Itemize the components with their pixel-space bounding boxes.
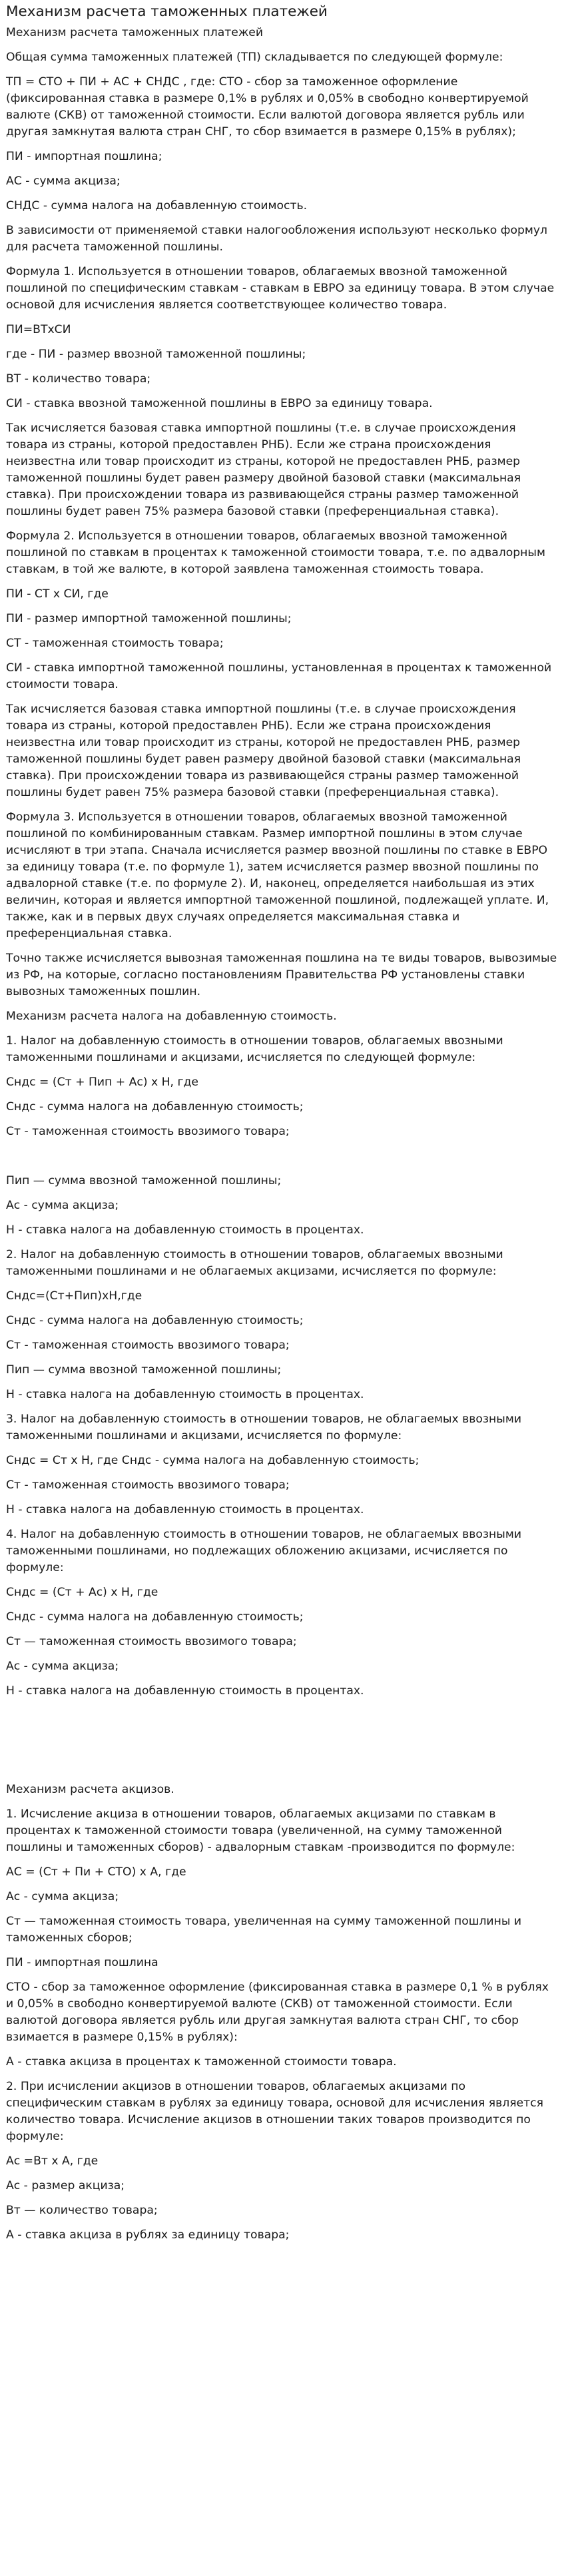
paragraph: СНДС - сумма налога на добавленную стоимость. <box>6 199 308 212</box>
paragraph: Ас - сумма акциза; <box>6 1890 119 1903</box>
paragraph: Пип — сумма ввозной таможенной пошлины; <box>6 1363 282 1377</box>
paragraph: В зависимости от применяемой ставки налогообложения используют несколько формул для расчета таможенной пошлины. <box>6 224 547 254</box>
paragraph: Н - ставка налога на добавленную стоимость в процентах. <box>6 1388 364 1401</box>
paragraph: Н - ставка налога на добавленную стоимость в процентах. <box>6 1684 364 1698</box>
paragraph: Ас - сумма акциза; <box>6 1660 119 1673</box>
blank-line <box>6 1757 557 1773</box>
paragraph: Ас =Вт х А, где <box>6 2154 99 2168</box>
paragraph: 1. Исчисление акциза в отношении товаров, облагаемых акцизами по ставкам в процентах к таможенной стоимости товара (увеличенной, на сумму таможенной пошлины и таможенных сборов) - адвалорным ставкам -производится по формуле: <box>6 1807 515 1854</box>
paragraph: Механизм расчета акцизов. <box>6 1783 174 1796</box>
blank-line <box>6 1732 557 1749</box>
paragraph: Ст - таможенная стоимость ввозимого товара; <box>6 1478 290 1492</box>
paragraph: Сндс=(Ст+Пип)хН,где <box>6 1289 142 1303</box>
paragraph: 3. Налог на добавленную стоимость в отношении товаров, не облагаемых ввозными таможенными пошлинами и акцизами, исчисляется по формуле: <box>6 1413 521 1443</box>
paragraph: Формула 2. Используется в отношении товаров, облагаемых ввозной таможенной пошлиной по ставкам в процентах к таможенной стоимости товара, т.е. по адвалорным ставкам, в той же валюте, в которой заявлена таможенная стоимость товара. <box>6 529 545 576</box>
paragraph: Механизм расчета налога на добавленную стоимость. <box>6 1010 337 1023</box>
paragraph: А - ставка акциза в рублях за единицу товара; <box>6 2228 290 2242</box>
paragraph: СТО - сбор за таможенное оформление (фиксированная ставка в размере 0,1 % в рублях и 0,05% в свободно конвертируемой валюте (СКВ) от таможенной стоимости. Если валютой договора является рубль или другая замкнутая валюта стран СНГ, то сбор взимается в размере 0,15% в рублях): <box>6 1981 549 2044</box>
paragraph: Сндс - сумма налога на добавленную стоимость; <box>6 1610 304 1624</box>
paragraph: ПИ - импортная пошлина; <box>6 150 162 163</box>
paragraph: А - ставка акциза в процентах к таможенной стоимости товара. <box>6 2055 397 2069</box>
paragraph: ПИ=ВТхСИ <box>6 323 71 336</box>
paragraph: Н - ставка налога на добавленную стоимость в процентах. <box>6 1223 364 1237</box>
paragraph: Сндс - сумма налога на добавленную стоимость; <box>6 1100 304 1114</box>
paragraph: Так исчисляется базовая ставка импортной пошлины (т.е. в случае происхождения товара из страны, которой предоставлен РНБ). Если же страна происхождения неизвестна или товар происходит из страны, которой не предоставлен РНБ, размер таможенной пошлины будет равен размеру двойной базовой ставки (максимальная ставка). При происхождении товара из развивающейся страны размер таможенной пошлины будет равен 75% размера базовой ставки (преференциальная ставка). <box>6 422 521 518</box>
paragraph: Вт — количество товара; <box>6 2204 158 2217</box>
paragraph: Общая сумма таможенных платежей (ТП) складывается по следующей формуле: <box>6 51 503 64</box>
page-title: Механизм расчета таможенных платежей <box>6 3 328 20</box>
document <box>0 3 564 2244</box>
paragraph: Н - ставка налога на добавленную стоимость в процентах. <box>6 1503 364 1516</box>
paragraph: 1. Налог на добавленную стоимость в отношении товаров, облагаемых ввозными таможенными пошлинами и акцизами, исчисляется по следующей формуле: <box>6 1034 503 1064</box>
paragraph: 2. При исчислении акцизов в отношении товаров, облагаемых акцизами по специфическим ставкам в рублях за единицу товара, основой для исчисления является количество товара. Исчисление акцизов в отношении таких товаров производится по формуле: <box>6 2080 543 2143</box>
paragraph: 4. Налог на добавленную стоимость в отношении товаров, не облагаемых ввозными таможенными пошлинами, но подлежащих обложению акцизами, исчисляется по формуле: <box>6 1528 521 1574</box>
paragraph: ПИ - импортная пошлина <box>6 1956 158 1969</box>
paragraph: Пип — сумма ввозной таможенной пошлины; <box>6 1174 282 1187</box>
paragraph: Формула 3. Используется в отношении товаров, облагаемых ввозной таможенной пошлиной по комбинированным ставкам. Размер импортной пошлины в этом случае исчисляют в три этапа. Сначала исчисляется размер ввозной пошлины по ставке в ЕВРО за единицу товара (т.е. по формуле 1), затем исчисляется размер ввозной пошлины по адвалорной ставке (т.е. по формуле 2). И, наконец, определяется наибольшая из этих величин, которая и является импортной таможенной пошлиной, подлежащей уплате. И, также, как и в первых двух случаях определяется максимальная ставка и преференциальная ставка. <box>6 810 549 940</box>
paragraph: СТ - таможенная стоимость товара; <box>6 637 224 650</box>
paragraph: Ас - сумма акциза; <box>6 1199 119 1212</box>
paragraph: СИ - ставка импортной таможенной пошлины, установленная в процентах к таможенной стоимости товара. <box>6 661 552 691</box>
paragraph: Ст - таможенная стоимость ввозимого товара; <box>6 1125 290 1138</box>
paragraph: СИ - ставка ввозной таможенной пошлины в ЕВРО за единицу товара. <box>6 397 433 410</box>
paragraph: Точно также исчисляется вывозная таможенная пошлина на те виды товаров, вывозимые из РФ, на которые, согласно постановлениям Правительства РФ установлены ставки вывозных таможенных пошлин. <box>6 952 557 998</box>
paragraph: ТП = СТО + ПИ + АС + СНДС , где: СТО - сбор за таможенное оформление (фиксированная ставка в размере 0,1% в рублях и 0,05% в свободно конвертируемой валюте (СКВ) от таможенной стоимости. Если валютой договора является рубль или другая замкнутая валюта стран СНГ, то сбор взимается в размере 0,15% в рублях); <box>6 75 529 139</box>
paragraph: ПИ - СТ х СИ, где <box>6 587 109 601</box>
paragraph: Сндс = Ст х Н, где Сндс - сумма налога на добавленную стоимость; <box>6 1454 420 1467</box>
paragraph: Ст — таможенная стоимость товара, увеличенная на сумму таможенной пошлины и таможенных сборов; <box>6 1915 522 1945</box>
paragraph: Формула 1. Используется в отношении товаров, облагаемых ввозной таможенной пошлиной по специфическим ставкам - ставкам в ЕВРО за единицу товара. В этом случае основой для исчисления является соответствующее количество товара. <box>6 265 555 312</box>
paragraph: Так исчисляется базовая ставка импортной пошлины (т.е. в случае происхождения товара из страны, которой предоставлен РНБ). Если же страна происхождения неизвестна или товар происходит из страны, которой не предоставлен РНБ, размер таможенной пошлины будет равен размеру двойной базовой ставки (максимальная ставка). При происхождении товара из развивающейся страны размер таможенной пошлины будет равен 75% размера базовой ставки (преференциальная ставка). <box>6 703 521 799</box>
paragraph: 2. Налог на добавленную стоимость в отношении товаров, облагаемых ввозными таможенными пошлинами и не облагаемых акцизами, исчисляется по формуле: <box>6 1248 503 1278</box>
paragraph: ПИ - размер импортной таможенной пошлины; <box>6 612 292 625</box>
paragraph: Ст — таможенная стоимость ввозимого товара; <box>6 1635 297 1648</box>
paragraph: Механизм расчета таможенных платежей <box>6 26 264 39</box>
blank-line <box>6 1708 557 1724</box>
paragraph: ВТ - количество товара; <box>6 372 151 386</box>
blank-line <box>6 1148 557 1165</box>
paragraph: Сндс = (Ст + Пип + Ас) х Н, где <box>6 1076 198 1089</box>
paragraph: АС - сумма акциза; <box>6 174 121 188</box>
document-body <box>6 25 557 2244</box>
paragraph: Сндс - сумма налога на добавленную стоимость; <box>6 1314 304 1327</box>
paragraph: Ас - размер акциза; <box>6 2179 125 2192</box>
paragraph: Сндс = (Ст + Ас) х Н, где <box>6 1586 158 1599</box>
paragraph: АС = (Ст + Пи + СТО) х А, где <box>6 1865 186 1879</box>
paragraph: где - ПИ - размер ввозной таможенной пошлины; <box>6 348 306 361</box>
paragraph: Ст - таможенная стоимость ввозимого товара; <box>6 1339 290 1352</box>
